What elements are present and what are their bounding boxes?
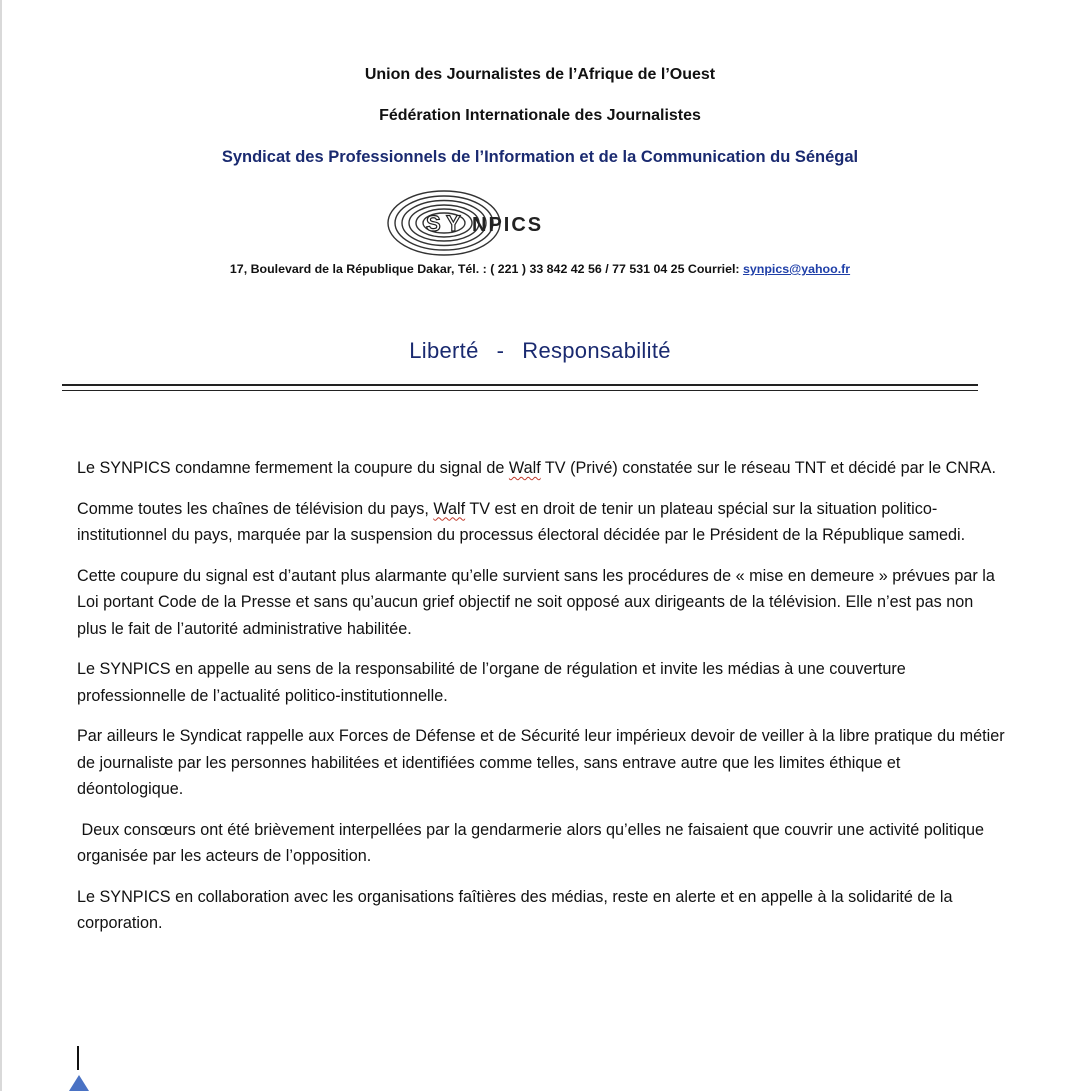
paragraph-6: Deux consœurs ont été brièvement interpellées par la gendarmerie alors qu’elles ne faisaient que couvrir une activité politique organisée par les acteurs de l’opposition. <box>77 820 989 865</box>
address-text: 17, Boulevard de la République Dakar, Tél. : ( 221 ) 33 842 42 56 / 77 531 04 25 Courriel: <box>229 262 743 276</box>
motto-left: Liberté <box>409 338 479 363</box>
svg-text:S: S <box>426 211 441 236</box>
spellcheck-word-walf[interactable]: Walf <box>508 459 541 477</box>
selection-handle-icon[interactable] <box>69 1075 89 1091</box>
motto-separator: - <box>496 338 505 363</box>
spellcheck-word-walf[interactable]: Walf <box>433 499 466 518</box>
paragraph-4: Le SYNPICS en appelle au sens de la responsabilité de l’organe de régulation et invite les médias à une couverture professionnelle de l’actualité politico-institutionnelle. <box>77 660 906 705</box>
paragraph-3: Cette coupure du signal est d’autant plus alarmante qu’elle survient sans les procédures de « mise en demeure » prévues par la Loi portant Code de la Presse et sans qu’aucun grief objectif ne soit opposé aux dirigeants de la télévision. Elle n’est pas non plus le fait de l’autorité administrative habilitée. <box>77 566 995 638</box>
svg-text:Y: Y <box>446 211 461 236</box>
org-line-synpics: Syndicat des Professionnels de l’Information et de la Communication du Sénégal <box>221 148 859 166</box>
paragraph-2 <box>77 496 1007 549</box>
synpics-logo <box>384 188 624 258</box>
motto <box>0 338 1080 364</box>
svg-text:NPICS: NPICS <box>472 214 544 236</box>
paragraph-7: Le SYNPICS en collaboration avec les organisations faîtières des médias, reste en alerte et en appelle à la solidarité de la corporation. <box>77 887 953 932</box>
contact-address <box>0 262 1080 276</box>
email-link[interactable]: synpics@yahoo.fr <box>742 262 851 276</box>
paragraph-5: Par ailleurs le Syndicat rappelle aux Forces de Défense et de Sécurité leur impérieux devoir de veiller à la libre pratique du métier de journaliste par les personnes habilitées et identifiées comme telles, sans entrave autre que les limites éthique et déontologique. <box>77 727 1005 798</box>
paragraph-1 <box>77 455 1007 482</box>
p1-text-b: TV (Privé) constatée sur le réseau TNT et décidé par le CNRA. <box>540 459 996 477</box>
p2-text-a: Comme toutes les chaînes de télévision du pays, <box>77 499 434 518</box>
org-line-wajo: Union des Journalistes de l’Afrique de l’Ouest <box>364 66 716 83</box>
header-rule-thin <box>62 390 978 391</box>
header-rule-thick <box>62 384 978 386</box>
p2-text-b: TV est en droit de tenir un plateau spécial sur la situation politico-institutionnel du pays, marquée par la suspension du processus électoral décidée par le Président de la République samedi. <box>77 499 966 544</box>
motto-right: Responsabilité <box>522 338 671 363</box>
p1-text-a: Le SYNPICS condamne fermement la coupure du signal de <box>77 459 509 477</box>
statement-body <box>77 455 1007 951</box>
org-line-fij: Fédération Internationale des Journalistes <box>379 107 701 124</box>
text-cursor[interactable] <box>77 1046 79 1070</box>
